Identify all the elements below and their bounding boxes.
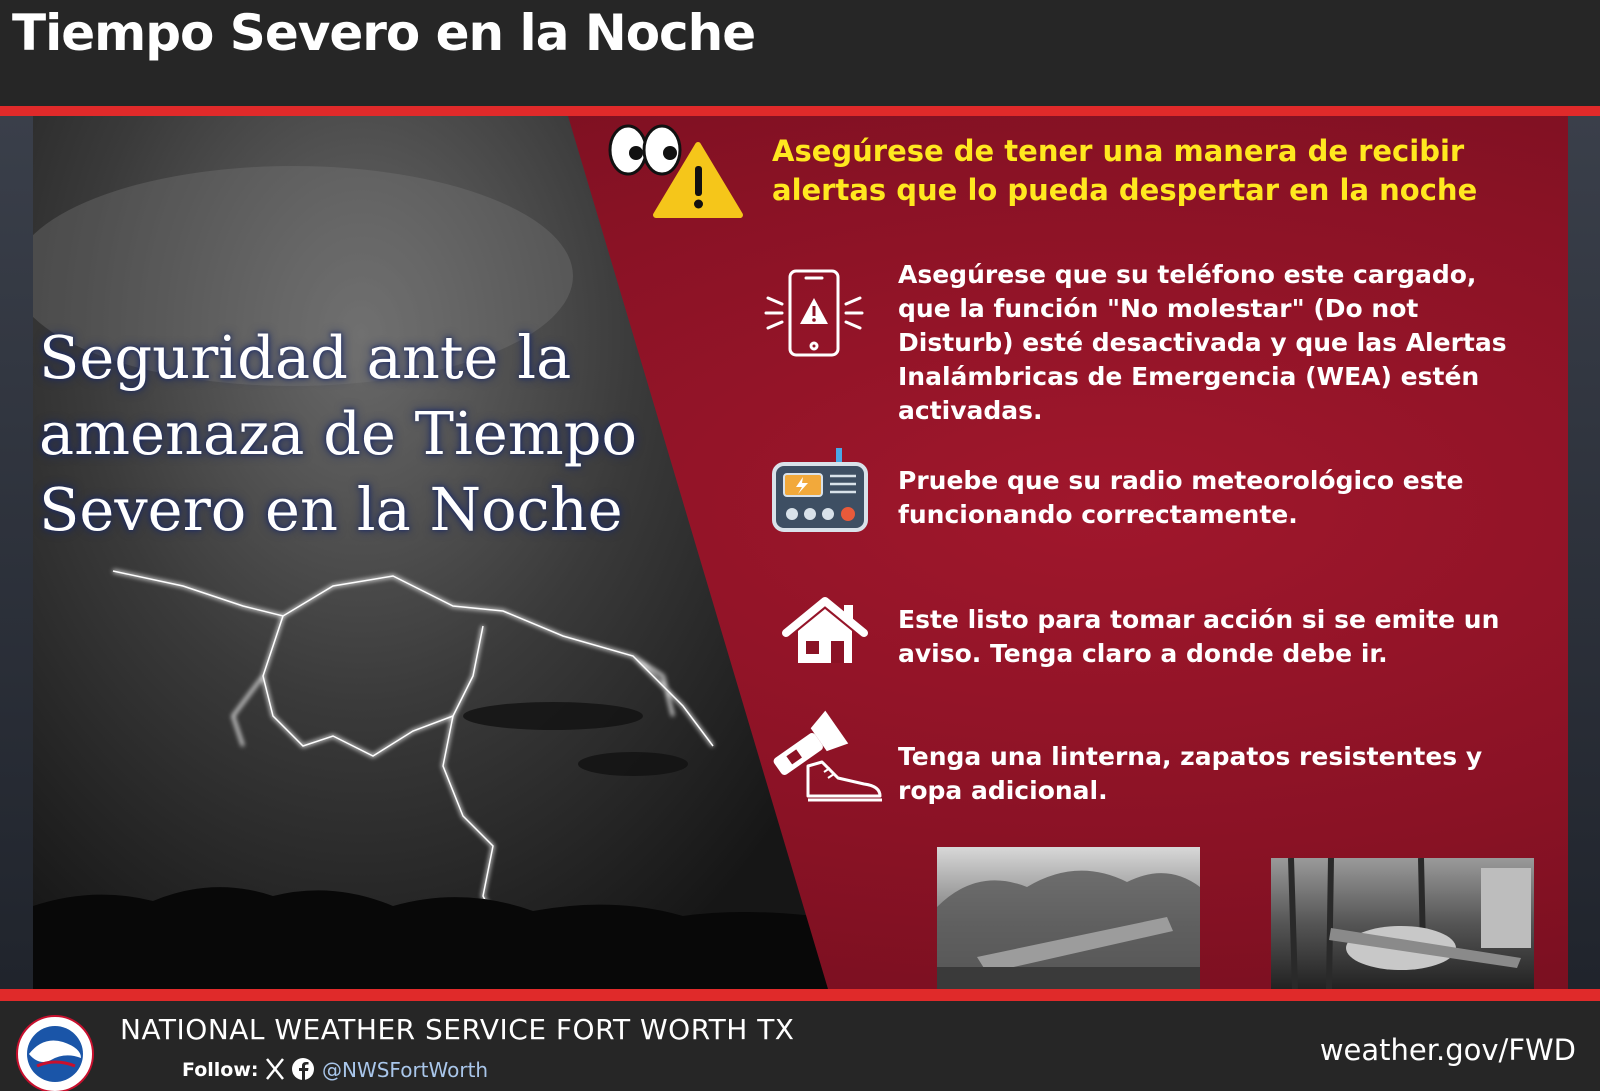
bottom-red-divider bbox=[0, 989, 1600, 1001]
x-icon[interactable] bbox=[267, 1059, 283, 1079]
phone-alert-icon bbox=[764, 268, 864, 360]
header-bar bbox=[0, 0, 1600, 106]
nws-logo-icon bbox=[15, 1014, 95, 1091]
website-link[interactable]: weather.gov/FWD bbox=[1319, 1033, 1576, 1067]
eyes-icon bbox=[610, 126, 680, 174]
tip-line: ropa adicional. bbox=[898, 776, 1108, 805]
social-icons bbox=[264, 1056, 316, 1082]
house-icon bbox=[782, 597, 868, 667]
social-handle-link[interactable]: @NWSFortWorth bbox=[322, 1058, 489, 1082]
facebook-icon[interactable] bbox=[292, 1058, 314, 1080]
top-red-divider bbox=[0, 106, 1600, 116]
tip-line: Este listo para tomar acción si se emite un bbox=[898, 605, 1500, 634]
headline-line: alertas que lo pueda despertar en la noche bbox=[772, 173, 1478, 207]
tip-line: aviso. Tenga claro a donde debe ir. bbox=[898, 639, 1388, 668]
footer-bar bbox=[0, 1001, 1600, 1091]
tip-line: Asegúrese que su teléfono este cargado, bbox=[898, 260, 1477, 289]
damage-photo-fallen-tree bbox=[937, 847, 1200, 989]
tip-line: Tenga una linterna, zapatos resistentes y bbox=[898, 742, 1483, 771]
tip-radio bbox=[898, 464, 1548, 532]
flashlight-shoe-icon bbox=[764, 700, 886, 804]
org-name: NATIONAL WEATHER SERVICE FORT WORTH TX bbox=[120, 1013, 795, 1046]
tip-line: que la función "No molestar" (Do not bbox=[898, 294, 1419, 323]
tip-line: Pruebe que su radio meteorológico este bbox=[898, 466, 1464, 495]
page-title: Tiempo Severo en la Noche bbox=[12, 4, 756, 62]
title-line: Seguridad ante la bbox=[39, 323, 572, 392]
tip-line: activadas. bbox=[898, 396, 1043, 425]
title-line: Severo en la Noche bbox=[39, 475, 623, 544]
left-panel-title bbox=[39, 320, 679, 548]
tip-flashlight bbox=[898, 740, 1548, 808]
weather-radio-icon bbox=[770, 442, 870, 534]
headline-line: Asegúrese de tener una manera de recibir bbox=[772, 134, 1465, 168]
eyes-warning-icon bbox=[608, 123, 758, 223]
tip-line: Inalámbricas de Emergencia (WEA) estén bbox=[898, 362, 1480, 391]
damage-photo-crushed-car bbox=[1271, 858, 1534, 989]
tip-phone bbox=[898, 258, 1548, 428]
follow-label: Follow: bbox=[182, 1059, 259, 1081]
tip-line: funcionando correctamente. bbox=[898, 500, 1298, 529]
tip-line: Disturb) esté desactivada y que las Alertas bbox=[898, 328, 1507, 357]
tip-action bbox=[898, 603, 1548, 671]
title-line: amenaza de Tiempo bbox=[39, 399, 638, 468]
headline bbox=[772, 132, 1552, 210]
